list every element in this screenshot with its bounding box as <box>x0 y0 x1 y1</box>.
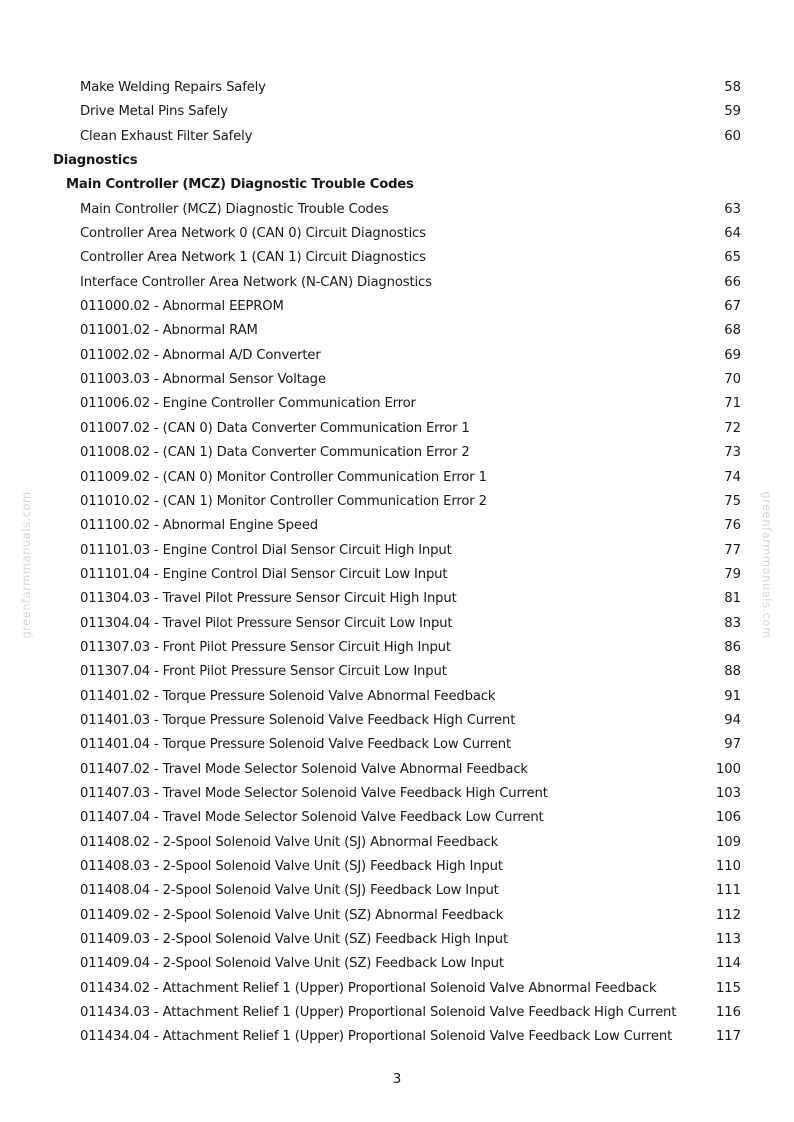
toc-entry-title: Drive Metal Pins Safely <box>80 104 228 120</box>
toc-entry-page-number: 77 <box>724 542 741 558</box>
toc-entry-page-number: 81 <box>724 591 741 607</box>
page-number: 3 <box>392 1071 402 1087</box>
toc-entry-title: 011000.02 - Abnormal EEPROM <box>80 299 284 315</box>
table-of-contents <box>0 76 794 1050</box>
toc-entry[interactable] <box>0 952 794 976</box>
toc-entry[interactable] <box>0 855 794 879</box>
toc-entry[interactable] <box>0 271 794 295</box>
toc-entry[interactable] <box>0 490 794 514</box>
toc-entry-title: 011001.02 - Abnormal RAM <box>80 323 258 339</box>
toc-entry[interactable] <box>0 539 794 563</box>
toc-entry-title: 011307.03 - Front Pilot Pressure Sensor Circuit High Input <box>80 639 451 655</box>
toc-entry[interactable] <box>0 709 794 733</box>
toc-entry-title: 011307.04 - Front Pilot Pressure Sensor Circuit Low Input <box>80 664 447 680</box>
toc-entry[interactable] <box>0 831 794 855</box>
toc-entry[interactable] <box>0 392 794 416</box>
toc-entry-page-number: 76 <box>724 518 741 534</box>
toc-entry-title: 011407.03 - Travel Mode Selector Solenoid Valve Feedback High Current <box>80 785 548 801</box>
toc-entry-page-number: 64 <box>724 226 741 242</box>
toc-entry-page-number: 74 <box>724 469 741 485</box>
toc-entry[interactable] <box>0 879 794 903</box>
toc-entry-title: Clean Exhaust Filter Safely <box>80 128 253 144</box>
toc-entry-page-number: 117 <box>715 1029 741 1045</box>
toc-entry-title: 011010.02 - (CAN 1) Monitor Controller Communication Error 2 <box>80 493 487 509</box>
toc-entry-title: 011407.04 - Travel Mode Selector Solenoid Valve Feedback Low Current <box>80 810 544 826</box>
toc-entry-title: 011003.03 - Abnormal Sensor Voltage <box>80 372 326 388</box>
toc-entry[interactable] <box>0 806 794 830</box>
toc-entry[interactable] <box>0 76 794 100</box>
toc-entry[interactable] <box>0 198 794 222</box>
toc-entry-title: 011434.02 - Attachment Relief 1 (Upper) Proportional Solenoid Valve Abnormal Feedback <box>80 980 657 996</box>
toc-entry[interactable] <box>0 587 794 611</box>
toc-entry-page-number: 106 <box>715 810 741 826</box>
toc-entry-page-number: 97 <box>724 737 741 753</box>
toc-entry-title: 011409.04 - 2-Spool Solenoid Valve Unit (SZ) Feedback Low Input <box>80 956 504 972</box>
toc-entry-page-number: 113 <box>715 932 741 948</box>
toc-entry[interactable] <box>0 563 794 587</box>
toc-entry-page-number: 70 <box>724 372 741 388</box>
toc-entry[interactable] <box>0 612 794 636</box>
toc-entry-title: 011100.02 - Abnormal Engine Speed <box>80 518 319 534</box>
toc-entry-page-number: 71 <box>724 396 741 412</box>
toc-entry[interactable] <box>0 295 794 319</box>
toc-entry-title: 011434.04 - Attachment Relief 1 (Upper) Proportional Solenoid Valve Feedback Low Current <box>80 1029 673 1045</box>
toc-entry-page-number: 94 <box>724 712 741 728</box>
toc-entry-page-number: 67 <box>724 299 741 315</box>
watermark-right: greenfarmmanuals.com <box>760 491 774 639</box>
toc-entry-title: 011401.03 - Torque Pressure Solenoid Valve Feedback High Current <box>80 712 516 728</box>
toc-entry-title: 011408.02 - 2-Spool Solenoid Valve Unit (SJ) Abnormal Feedback <box>80 834 499 850</box>
toc-entry[interactable] <box>0 928 794 952</box>
toc-entry-title: 011006.02 - Engine Controller Communication Error <box>80 396 416 412</box>
toc-entry[interactable] <box>0 733 794 757</box>
toc-entry[interactable] <box>0 466 794 490</box>
toc-subsection-heading[interactable] <box>0 173 794 197</box>
toc-entry-title: 011101.04 - Engine Control Dial Sensor Circuit Low Input <box>80 566 448 582</box>
toc-entry-page-number: 114 <box>715 956 741 972</box>
toc-entry-page-number: 72 <box>724 420 741 436</box>
toc-entry[interactable] <box>0 904 794 928</box>
toc-entry-page-number: 115 <box>715 980 741 996</box>
toc-entry-title: 011409.03 - 2-Spool Solenoid Valve Unit (SZ) Feedback High Input <box>80 932 509 948</box>
toc-entry-page-number: 86 <box>724 639 741 655</box>
toc-entry-title: 011401.04 - Torque Pressure Solenoid Valve Feedback Low Current <box>80 737 512 753</box>
toc-entry-title: 011434.03 - Attachment Relief 1 (Upper) Proportional Solenoid Valve Feedback High Current <box>80 1005 677 1021</box>
toc-entry-title: 011007.02 - (CAN 0) Data Converter Communication Error 1 <box>80 420 470 436</box>
toc-entry[interactable] <box>0 782 794 806</box>
toc-entry[interactable] <box>0 368 794 392</box>
toc-entry-page-number: 59 <box>724 104 741 120</box>
toc-entry-title: Controller Area Network 1 (CAN 1) Circuit Diagnostics <box>80 250 426 266</box>
toc-entry-title: 011101.03 - Engine Control Dial Sensor Circuit High Input <box>80 542 452 558</box>
toc-entry-title: 011304.04 - Travel Pilot Pressure Sensor Circuit Low Input <box>80 615 453 631</box>
toc-entry-page-number: 112 <box>715 907 741 923</box>
toc-entry-page-number: 91 <box>724 688 741 704</box>
toc-entry[interactable] <box>0 441 794 465</box>
toc-entry[interactable] <box>0 319 794 343</box>
toc-entry[interactable] <box>0 246 794 270</box>
toc-entry-title: Main Controller (MCZ) Diagnostic Trouble Codes <box>80 201 389 217</box>
toc-entry-page-number: 100 <box>715 761 741 777</box>
toc-entry-title: 011409.02 - 2-Spool Solenoid Valve Unit (SZ) Abnormal Feedback <box>80 907 504 923</box>
toc-entry-title: Controller Area Network 0 (CAN 0) Circuit Diagnostics <box>80 226 426 242</box>
toc-entry[interactable] <box>0 1025 794 1049</box>
toc-entry-page-number: 58 <box>724 80 741 95</box>
toc-entry-page-number: 63 <box>724 201 741 217</box>
toc-entry-page-number: 68 <box>724 323 741 339</box>
toc-entry[interactable] <box>0 344 794 368</box>
toc-entry-page-number: 103 <box>715 785 741 801</box>
toc-section-heading[interactable] <box>0 149 794 173</box>
toc-entry[interactable] <box>0 100 794 124</box>
toc-entry-page-number: 73 <box>724 445 741 461</box>
toc-entry[interactable] <box>0 125 794 149</box>
toc-entry-title: 011008.02 - (CAN 1) Data Converter Communication Error 2 <box>80 445 470 461</box>
toc-entry-page-number: 66 <box>724 274 741 290</box>
toc-entry-title: 011408.04 - 2-Spool Solenoid Valve Unit (SJ) Feedback Low Input <box>80 883 499 899</box>
toc-entry-page-number: 65 <box>724 250 741 266</box>
toc-entry-page-number: 75 <box>724 493 741 509</box>
watermark-left: greenfarmmanuals.com <box>19 491 33 639</box>
toc-entry-title: 011408.03 - 2-Spool Solenoid Valve Unit (SJ) Feedback High Input <box>80 859 503 874</box>
toc-entry-title: Make Welding Repairs Safely <box>80 80 266 95</box>
toc-entry-page-number: 109 <box>715 834 741 850</box>
toc-entry-page-number: 79 <box>724 566 741 582</box>
toc-entry-title: 011002.02 - Abnormal A/D Converter <box>80 347 321 363</box>
toc-entry-title: Diagnostics <box>53 153 138 169</box>
toc-entry[interactable] <box>0 514 794 538</box>
toc-entry-title: 011407.02 - Travel Mode Selector Solenoid Valve Abnormal Feedback <box>80 761 528 777</box>
toc-entry-page-number: 110 <box>715 859 741 874</box>
toc-entry-title: Interface Controller Area Network (N-CAN) Diagnostics <box>80 274 432 290</box>
toc-entry[interactable] <box>0 977 794 1001</box>
toc-entry-page-number: 83 <box>724 615 741 631</box>
toc-entry-page-number: 116 <box>715 1005 741 1021</box>
toc-entry-title: Main Controller (MCZ) Diagnostic Trouble Codes <box>66 177 414 193</box>
toc-entry-title: 011401.02 - Torque Pressure Solenoid Valve Abnormal Feedback <box>80 688 496 704</box>
toc-entry[interactable] <box>0 636 794 660</box>
toc-entry[interactable] <box>0 1001 794 1025</box>
toc-entry[interactable] <box>0 222 794 246</box>
toc-entry-page-number: 111 <box>715 883 741 899</box>
toc-entry-page-number: 88 <box>724 664 741 680</box>
toc-entry[interactable] <box>0 417 794 441</box>
toc-entry-page-number: 60 <box>724 128 741 144</box>
toc-entry-title: 011009.02 - (CAN 0) Monitor Controller Communication Error 1 <box>80 469 487 485</box>
toc-entry[interactable] <box>0 758 794 782</box>
toc-entry[interactable] <box>0 685 794 709</box>
toc-entry-page-number: 69 <box>724 347 741 363</box>
toc-entry-title: 011304.03 - Travel Pilot Pressure Sensor Circuit High Input <box>80 591 457 607</box>
toc-entry[interactable] <box>0 660 794 684</box>
